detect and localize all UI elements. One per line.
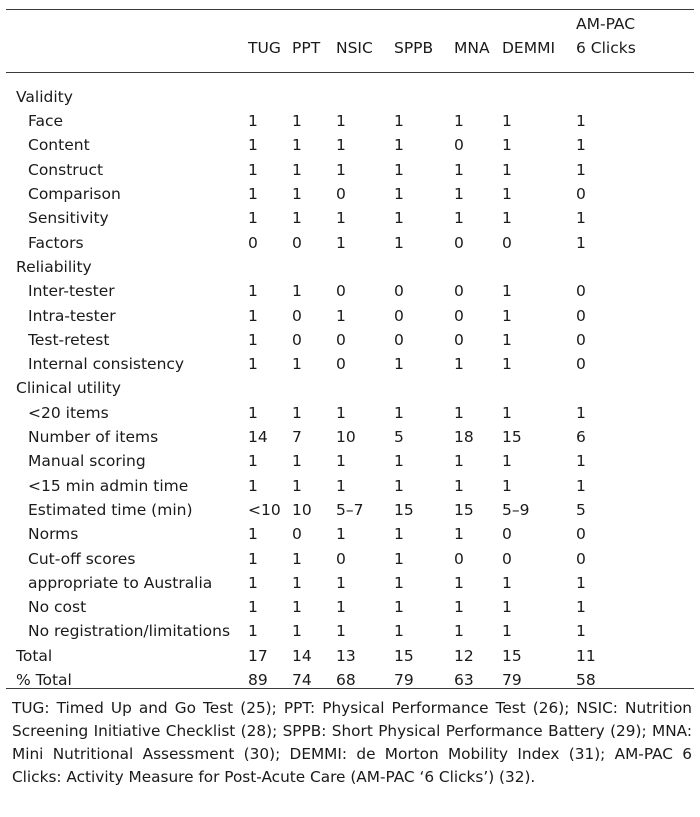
- table-row: [8, 328, 676, 352]
- table-row: [8, 304, 676, 328]
- table-cell: 0: [576, 525, 586, 544]
- table-cell: 1: [394, 403, 404, 422]
- row-label: Inter-tester: [28, 282, 115, 301]
- table-row: [8, 182, 676, 206]
- table-cell: 1: [394, 622, 404, 641]
- table-cell: 0: [248, 233, 258, 252]
- empty-cell: [454, 255, 502, 279]
- column-header-text: TUG: [248, 39, 281, 58]
- total-cell: 13: [336, 646, 356, 665]
- table-cell: 1: [576, 452, 586, 471]
- table-cell: 1: [292, 476, 302, 495]
- table-row: [8, 231, 676, 255]
- table-cell: 0: [394, 330, 404, 349]
- table-row: [8, 158, 676, 182]
- table-cell: 1: [292, 160, 302, 179]
- table-cell: 1: [292, 403, 302, 422]
- table-cell: 1: [502, 306, 512, 325]
- table-cell: 1: [248, 160, 258, 179]
- empty-cell: [394, 376, 454, 400]
- total-cell: 63: [454, 671, 474, 690]
- table-cell: 1: [502, 573, 512, 592]
- empty-cell: [248, 376, 292, 400]
- section-header-row: [8, 376, 676, 400]
- row-label: appropriate to Australia: [28, 573, 213, 592]
- column-header-text: MNA: [454, 39, 490, 58]
- table-cell: 1: [502, 136, 512, 155]
- row-label: Factors: [28, 233, 84, 252]
- table-cell: 1: [248, 476, 258, 495]
- table-cell: 15: [394, 500, 414, 519]
- table-cell: 1: [248, 525, 258, 544]
- empty-cell: [576, 376, 676, 400]
- table-cell: 1: [248, 452, 258, 471]
- table-cell: 1: [454, 403, 464, 422]
- table-cell: 0: [454, 233, 464, 252]
- section-title: Validity: [16, 87, 73, 106]
- table-cell: 0: [576, 282, 586, 301]
- table-cell: 1: [248, 573, 258, 592]
- table-cell: 1: [248, 355, 258, 374]
- total-row: [8, 644, 676, 668]
- empty-cell: [394, 85, 454, 109]
- section-header-row: [8, 255, 676, 279]
- table-cell: 1: [502, 476, 512, 495]
- row-label: Test-retest: [28, 330, 110, 349]
- table-row: [8, 522, 676, 546]
- table-cell: 1: [576, 209, 586, 228]
- table-cell: 10: [292, 500, 312, 519]
- table-cell: 1: [336, 622, 346, 641]
- empty-cell: [292, 376, 336, 400]
- table-footnote: TUG: Timed Up and Go Test (25); PPT: Physical Performance Test (26); NSIC: Nutrition Screening Initiative Checklist (28); SPPB: Short Physical Performance Battery (29); MNA: Mini Nutritional Assessment (30); DEMMI: de Morton Mobility Index (31); AM-PAC 6 Clicks: Activity Measure for Post-Acute Care (AM-PAC ‘6 Clicks’) (32).: [12, 699, 692, 786]
- table-cell: 1: [454, 573, 464, 592]
- table-cell: 1: [336, 598, 346, 617]
- table-cell: 1: [502, 355, 512, 374]
- table-cell: 1: [248, 403, 258, 422]
- table-cell: 1: [394, 136, 404, 155]
- row-label: Internal consistency: [28, 355, 185, 374]
- header-row: [8, 12, 676, 61]
- total-cell: 89: [248, 671, 268, 690]
- section-title: Reliability: [16, 257, 92, 276]
- table-cell: 1: [502, 452, 512, 471]
- table-cell: 0: [292, 330, 302, 349]
- table-cell: 0: [454, 136, 464, 155]
- column-header-text: NSIC: [336, 39, 373, 58]
- table-cell: 1: [394, 573, 404, 592]
- table-cell: 1: [576, 136, 586, 155]
- table-cell: 1: [292, 355, 302, 374]
- total-cell: 79: [502, 671, 522, 690]
- table-cell: 1: [248, 136, 258, 155]
- table-cell: 0: [576, 330, 586, 349]
- table-row: [8, 279, 676, 303]
- table-cell: 1: [502, 282, 512, 301]
- table-cell: 1: [394, 112, 404, 131]
- table-cell: 1: [394, 452, 404, 471]
- row-label: Manual scoring: [28, 452, 146, 471]
- table-cell: 0: [394, 306, 404, 325]
- column-header-text: AM-PAC: [576, 15, 636, 33]
- table-cell: 1: [502, 403, 512, 422]
- row-label: No cost: [28, 598, 87, 617]
- empty-cell: [502, 255, 576, 279]
- row-label: Comparison: [28, 185, 121, 204]
- table-cell: 5: [576, 500, 586, 519]
- total-label: Total: [16, 646, 53, 665]
- table-cell: 1: [502, 330, 512, 349]
- total-row: [8, 668, 676, 692]
- row-label: Estimated time (min): [28, 500, 193, 519]
- total-cell: 68: [336, 671, 356, 690]
- table-row: [8, 619, 676, 643]
- table-cell: 1: [292, 452, 302, 471]
- table-cell: 0: [454, 306, 464, 325]
- table-cell: 1: [576, 598, 586, 617]
- table-cell: 0: [454, 330, 464, 349]
- table-cell: 1: [394, 355, 404, 374]
- row-label: Construct: [28, 160, 104, 179]
- table-cell: 1: [292, 622, 302, 641]
- table-cell: 15: [502, 428, 522, 447]
- table-cell: 1: [454, 112, 464, 131]
- empty-cell: [454, 376, 502, 400]
- table-cell: 1: [292, 573, 302, 592]
- table-cell: 1: [502, 622, 512, 641]
- table-row: [8, 133, 676, 157]
- table-cell: 1: [576, 233, 586, 252]
- column-header-text: 6 Clicks: [576, 39, 636, 58]
- total-cell: 12: [454, 646, 474, 665]
- table-cell: 1: [454, 525, 464, 544]
- table-cell: 0: [576, 355, 586, 374]
- table-cell: 1: [292, 209, 302, 228]
- table-cell: 0: [336, 185, 346, 204]
- total-cell: 11: [576, 646, 596, 665]
- table-cell: 1: [576, 112, 586, 131]
- table-cell: 1: [292, 136, 302, 155]
- empty-cell: [502, 85, 576, 109]
- row-label: <20 items: [28, 403, 109, 422]
- table-row: [8, 547, 676, 571]
- table-cell: 1: [394, 185, 404, 204]
- table-cell: 1: [292, 112, 302, 131]
- table-cell: 1: [394, 476, 404, 495]
- table-cell: 0: [394, 282, 404, 301]
- row-label: Face: [28, 112, 64, 131]
- comparison-table: [8, 12, 676, 692]
- table-cell: 0: [292, 525, 302, 544]
- column-header: [502, 12, 576, 61]
- table-cell: 1: [336, 233, 346, 252]
- table-cell: 0: [292, 306, 302, 325]
- table-row: [8, 352, 676, 376]
- table-row: [8, 109, 676, 133]
- table-cell: 1: [336, 476, 346, 495]
- table-cell: 1: [336, 160, 346, 179]
- table-cell: 5: [394, 428, 404, 447]
- table-cell: 1: [394, 549, 404, 568]
- row-label: Intra-tester: [28, 306, 116, 325]
- spacer-row: [8, 61, 676, 85]
- table-cell: 1: [336, 403, 346, 422]
- table-cell: 15: [454, 500, 474, 519]
- total-cell: 58: [576, 671, 596, 690]
- table-cell: 1: [502, 160, 512, 179]
- empty-cell: [292, 85, 336, 109]
- empty-cell: [248, 255, 292, 279]
- column-header: [394, 12, 454, 61]
- table-cell: 1: [336, 573, 346, 592]
- table-cell: 5–7: [336, 500, 364, 519]
- table-cell: 1: [576, 622, 586, 641]
- total-cell: 15: [502, 646, 522, 665]
- table-row: [8, 474, 676, 498]
- table-cell: 1: [336, 112, 346, 131]
- table-cell: 0: [336, 355, 346, 374]
- table-cell: 1: [454, 185, 464, 204]
- total-cell: 17: [248, 646, 268, 665]
- table-row: [8, 206, 676, 230]
- table-cell: 0: [502, 233, 512, 252]
- table-cell: 1: [454, 452, 464, 471]
- table-cell: 0: [336, 549, 346, 568]
- table-cell: 1: [292, 598, 302, 617]
- table-cell: 1: [576, 403, 586, 422]
- table-row: [8, 425, 676, 449]
- table-row: [8, 571, 676, 595]
- table-cell: 1: [394, 209, 404, 228]
- row-label: <15 min admin time: [28, 476, 189, 495]
- empty-cell: [248, 85, 292, 109]
- table-cell: 0: [502, 525, 512, 544]
- table-cell: 1: [394, 160, 404, 179]
- table-body: [8, 61, 676, 693]
- table-cell: 1: [454, 209, 464, 228]
- table-cell: 1: [502, 209, 512, 228]
- total-cell: 74: [292, 671, 312, 690]
- column-header-text: DEMMI: [502, 39, 556, 58]
- table-cell: 1: [576, 476, 586, 495]
- empty-cell: [292, 255, 336, 279]
- empty-cell: [336, 85, 394, 109]
- column-header: [248, 12, 292, 61]
- table-cell: 1: [336, 136, 346, 155]
- table-cell: 18: [454, 428, 474, 447]
- table-cell: 0: [454, 282, 464, 301]
- empty-cell: [576, 255, 676, 279]
- table-cell: 7: [292, 428, 302, 447]
- table-cell: 5–9: [502, 500, 530, 519]
- table-cell: 1: [248, 112, 258, 131]
- section-title: Clinical utility: [16, 379, 121, 398]
- table-cell: 0: [502, 549, 512, 568]
- row-label: Content: [28, 136, 90, 155]
- table-cell: 1: [292, 185, 302, 204]
- empty-cell: [336, 255, 394, 279]
- table-cell: 6: [576, 428, 586, 447]
- row-label: Cut-off scores: [28, 549, 136, 568]
- table-cell: 1: [292, 282, 302, 301]
- top-rule: [6, 9, 694, 10]
- section-header-row: [8, 85, 676, 109]
- table-cell: 1: [336, 525, 346, 544]
- empty-cell: [576, 85, 676, 109]
- table-cell: 1: [248, 330, 258, 349]
- table-cell: 1: [394, 525, 404, 544]
- row-label: Norms: [28, 525, 79, 544]
- table-cell: 1: [248, 306, 258, 325]
- table-cell: 1: [248, 598, 258, 617]
- table-cell: 0: [576, 185, 586, 204]
- table-cell: 0: [576, 549, 586, 568]
- table-cell: 1: [248, 622, 258, 641]
- table-cell: 1: [576, 160, 586, 179]
- column-header-text: PPT: [292, 39, 321, 58]
- table-cell: 1: [336, 209, 346, 228]
- table-cell: 0: [292, 233, 302, 252]
- table-cell: 1: [336, 452, 346, 471]
- table-row: [8, 498, 676, 522]
- table-cell: 1: [394, 598, 404, 617]
- table-cell: 10: [336, 428, 356, 447]
- table-cell: 1: [454, 476, 464, 495]
- empty-cell: [336, 376, 394, 400]
- table-cell: 1: [454, 160, 464, 179]
- table-row: [8, 449, 676, 473]
- header-corner: [8, 12, 248, 61]
- column-header: [292, 12, 336, 61]
- table-cell: 1: [336, 306, 346, 325]
- column-header: [576, 12, 676, 61]
- table-cell: 0: [336, 282, 346, 301]
- row-label: Sensitivity: [28, 209, 109, 228]
- spacer-cell: [8, 61, 676, 85]
- table-cell: 14: [248, 428, 268, 447]
- table-cell: 1: [454, 355, 464, 374]
- table-row: [8, 595, 676, 619]
- column-header: [454, 12, 502, 61]
- table-cell: 1: [502, 598, 512, 617]
- table-cell: 1: [454, 598, 464, 617]
- table-cell: 0: [576, 306, 586, 325]
- table-cell: 1: [576, 573, 586, 592]
- total-cell: 79: [394, 671, 414, 690]
- total-label: % Total: [16, 671, 72, 690]
- row-label: No registration/limitations: [28, 622, 231, 641]
- table-cell: <10: [248, 500, 281, 519]
- table-cell: 1: [502, 185, 512, 204]
- total-cell: 15: [394, 646, 414, 665]
- total-cell: 14: [292, 646, 312, 665]
- table-cell: 1: [248, 209, 258, 228]
- table-cell: 0: [454, 549, 464, 568]
- empty-cell: [454, 85, 502, 109]
- table-cell: 1: [248, 185, 258, 204]
- table-cell: 1: [292, 549, 302, 568]
- table-cell: 1: [454, 622, 464, 641]
- table-cell: 1: [248, 282, 258, 301]
- table-cell: 1: [394, 233, 404, 252]
- column-header-text: SPPB: [394, 39, 434, 58]
- empty-cell: [502, 376, 576, 400]
- table-cell: 1: [502, 112, 512, 131]
- row-label: Number of items: [28, 428, 159, 447]
- table-row: [8, 401, 676, 425]
- table-cell: 0: [336, 330, 346, 349]
- empty-cell: [394, 255, 454, 279]
- table-cell: 1: [248, 549, 258, 568]
- column-header: [336, 12, 394, 61]
